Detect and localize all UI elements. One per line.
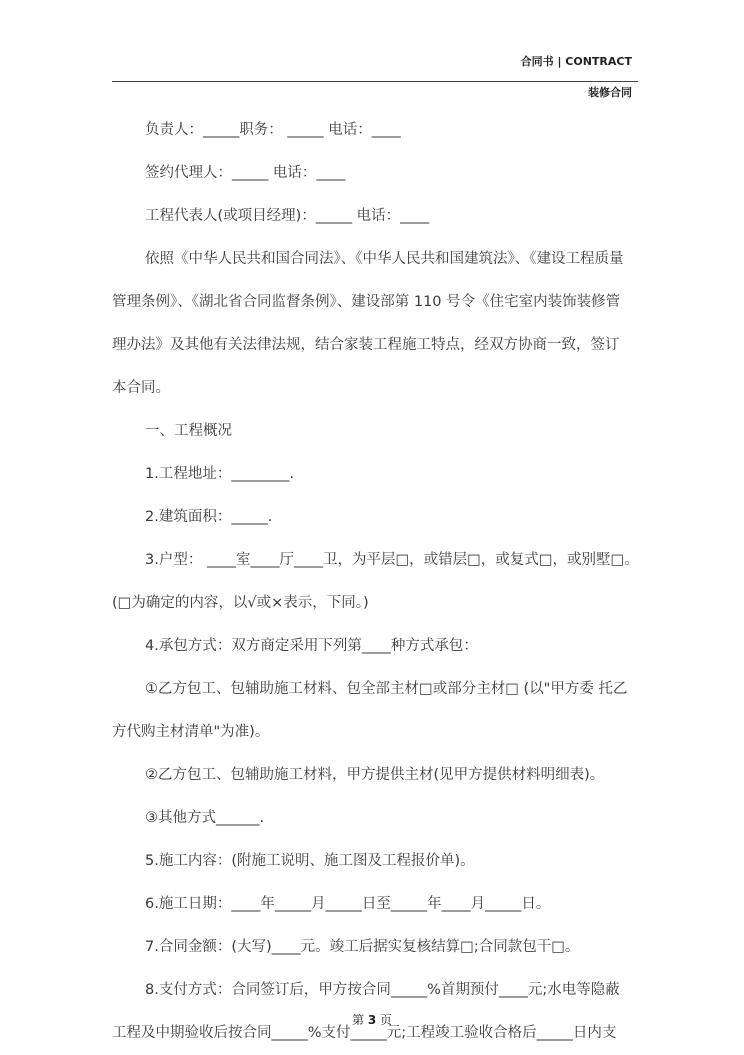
item-building-area: 2.建筑面积：_____. xyxy=(145,509,273,525)
line-responsible-person: 负责人：_____职务： _____ 电话：____ xyxy=(145,122,401,138)
header-title: 合同书 | CONTRACT xyxy=(520,55,632,68)
header-divider xyxy=(112,81,638,82)
option-3: ③其他方式______. xyxy=(145,810,265,826)
document-body xyxy=(112,109,642,1055)
line-signing-agent: 签约代理人：_____ 电话：____ xyxy=(145,165,346,181)
option-2: ②乙方包工、包辅助施工材料，甲方提供主材(见甲方提供材料明细表)。 xyxy=(145,767,605,783)
section-heading-project-overview: 一、工程概况 xyxy=(145,423,232,439)
item-payment-method-line-2: 工程及中期验收后按合同_____%支付_____元;工程竣工验收合格后_____日内支 xyxy=(112,1025,617,1041)
header-subtitle: 装修合同 xyxy=(588,86,632,99)
item-payment-method-line-1: 8.支付方式：合同签订后，甲方按合同_____%首期预付____元;水电等隐蔽 xyxy=(145,982,620,998)
item-house-type: 3.户型： ____室____厅____卫，为平层□，或错层□，或复式□，或别墅□。 xyxy=(145,552,639,568)
footer-suffix: 页 xyxy=(380,1013,393,1027)
option-1-line-1: ①乙方包工、包辅助施工材料、包全部主材□或部分主材□ (以"甲方委 托乙 xyxy=(145,681,628,697)
item-construction-content: 5.施工内容：(附施工说明、施工图及工程报价单)。 xyxy=(145,853,475,869)
page-number: 3 xyxy=(367,1013,377,1027)
item-contract-amount: 7.合同金额：(大写)____元。竣工后据实复核结算□;合同款包干□。 xyxy=(145,939,580,955)
page-header xyxy=(112,0,638,100)
line-project-representative: 工程代表人(或项目经理)：_____ 电话：____ xyxy=(145,208,430,224)
item-contract-method: 4.承包方式：双方商定采用下列第____种方式承包： xyxy=(145,638,478,654)
page-footer xyxy=(0,1011,744,1028)
option-1-line-2: 方代购主材清单"为准)。 xyxy=(112,724,270,740)
paragraph-legal-basis-line-1: 依照《中华人民共和国合同法》、《中华人民共和国建筑法》、《建设工程质量 xyxy=(145,251,624,267)
footer-prefix: 第 xyxy=(351,1013,364,1027)
item-construction-date: 6.施工日期：____年_____月_____日至_____年____月_____日。 xyxy=(145,896,551,912)
paragraph-legal-basis-line-3: 理办法》及其他有关法律法规，结合家装工程施工特点，经双方协商一致，签订 xyxy=(112,337,620,353)
item-project-address: 1.工程地址：________. xyxy=(145,466,294,482)
paragraph-legal-basis-line-2: 管理条例》、《湖北省合同监督条例》、建设部第 110 号令《住宅室内装饰装修管 xyxy=(112,294,621,310)
paragraph-legal-basis-line-4: 本合同。 xyxy=(112,380,170,396)
item-house-type-note: (□为确定的内容，以√或×表示，下同。) xyxy=(112,595,369,611)
